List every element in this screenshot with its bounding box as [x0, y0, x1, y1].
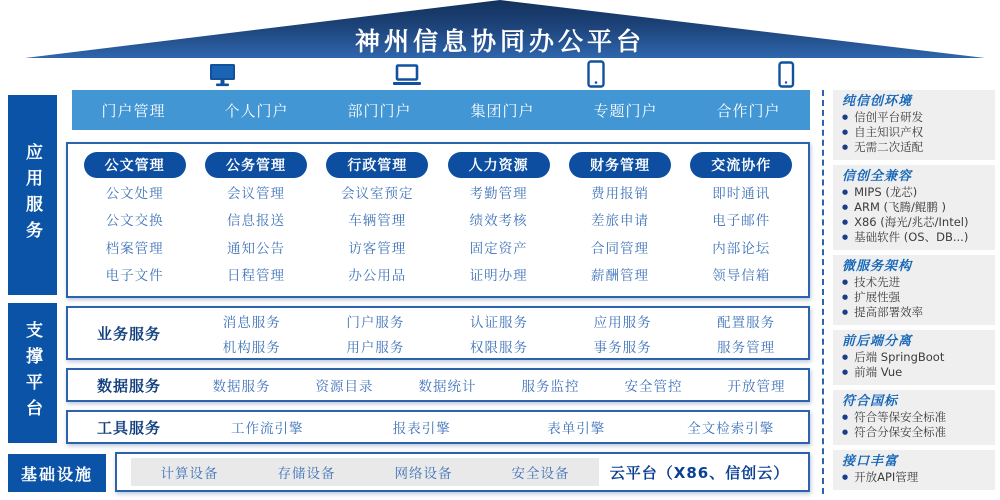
app-column-header: 公务管理 — [205, 152, 307, 178]
sidebar-bullet: ● 自主知识产权 — [842, 125, 986, 140]
app-service-item: 费用报销 — [590, 185, 649, 202]
app-service-item: 会议管理 — [226, 185, 285, 202]
rail-infrastructure: 基础设施 — [8, 454, 106, 492]
app-service-item: 日程管理 — [226, 268, 285, 285]
sidebar-section-api — [833, 450, 995, 490]
feature-sidebar — [833, 90, 995, 490]
infrastructure-device-item: 安全设备 — [511, 466, 570, 482]
business-service-item: 机构服务 — [222, 339, 281, 356]
app-service-item: 固定资产 — [469, 240, 528, 257]
data-service-item: 数据统计 — [418, 379, 477, 395]
app-service-item: 会议室预定 — [341, 185, 414, 202]
business-services-panel — [66, 306, 810, 360]
rail-application-services: 应用服务 — [8, 95, 57, 295]
app-service-item: 薪酬管理 — [590, 268, 649, 285]
app-service-item: 通知公告 — [226, 240, 285, 257]
sidebar-section-xinchuang-env — [833, 90, 995, 160]
business-service-item: 门户服务 — [346, 314, 405, 331]
sidebar-bullet: ● 无需二次适配 — [842, 140, 986, 155]
tool-services-row — [190, 412, 808, 442]
app-column-header: 公文管理 — [84, 152, 186, 178]
infrastructure-device-item: 存储设备 — [277, 466, 336, 482]
sidebar-bullet: ● 符合等保安全标准 — [842, 410, 986, 425]
cloud-platform-label: 云平台（X86、信创云） — [609, 463, 790, 482]
sidebar-bullet: ● 基础软件 (OS、DB...) — [842, 230, 986, 245]
sidebar-bullet: ● 开放API管理 — [842, 470, 986, 485]
app-service-item: 考勤管理 — [469, 185, 528, 202]
app-service-item: 合同管理 — [590, 240, 649, 257]
business-service-item: 服务管理 — [717, 339, 776, 356]
app-column-header: 交流协作 — [690, 152, 792, 178]
sidebar-bullet: ● 符合分保安全标准 — [842, 425, 986, 440]
phone-icon — [770, 61, 802, 89]
app-service-item: 证明办理 — [469, 268, 528, 285]
sidebar-bullet: ● ARM (飞腾/鲲鹏 ) — [842, 200, 986, 215]
sidebar-section-title: 符合国标 — [842, 394, 899, 409]
portal-bar — [72, 90, 810, 130]
page-title: 神州信息协同办公平台 — [354, 27, 645, 56]
data-service-item: 数据服务 — [212, 379, 271, 395]
business-service-item: 事务服务 — [593, 339, 652, 356]
rail-support-platform: 支撑平台 — [8, 303, 57, 443]
portal-item: 门户管理 — [101, 101, 166, 120]
app-service-item: 绩效考核 — [469, 213, 528, 230]
app-column-hr — [438, 152, 559, 288]
sidebar-bullet: ● 提高部署效率 — [842, 305, 986, 320]
data-service-item: 服务监控 — [521, 379, 580, 395]
infrastructure-device-item: 网络设备 — [394, 466, 453, 482]
app-column-admin — [317, 152, 438, 288]
business-services-row1 — [190, 308, 808, 333]
app-service-item: 档案管理 — [105, 240, 164, 257]
business-services-row2 — [190, 333, 808, 358]
app-service-item: 差旅申请 — [590, 213, 649, 230]
business-service-item: 用户服务 — [346, 339, 405, 356]
app-column-document — [74, 152, 195, 288]
application-services-panel — [66, 142, 810, 298]
business-service-item: 应用服务 — [593, 314, 652, 331]
app-service-item: 内部论坛 — [712, 240, 771, 257]
business-service-item: 消息服务 — [222, 314, 281, 331]
data-services-row — [190, 370, 808, 400]
app-service-item: 公文处理 — [105, 185, 164, 202]
sidebar-section-microservice — [833, 255, 995, 325]
tool-services-label: 工具服务 — [96, 418, 161, 437]
business-services-label: 业务服务 — [96, 324, 161, 343]
sidebar-section-title: 纯信创环境 — [842, 94, 913, 109]
tool-service-item: 报表引擎 — [392, 421, 451, 437]
data-service-item: 开放管理 — [727, 379, 786, 395]
tool-services-panel — [66, 410, 810, 444]
sidebar-bullet: ● 信创平台研发 — [842, 110, 986, 125]
app-service-item: 办公用品 — [348, 268, 407, 285]
sidebar-section-frontend-backend — [833, 330, 995, 385]
tool-service-item: 表单引擎 — [547, 421, 606, 437]
portal-item: 合作门户 — [716, 101, 781, 120]
data-services-panel — [66, 368, 810, 402]
sidebar-bullet: ● 前端 Vue — [842, 365, 986, 380]
laptop-icon — [391, 62, 423, 90]
data-service-item: 安全管控 — [624, 379, 683, 395]
data-service-item: 资源目录 — [315, 379, 374, 395]
sidebar-section-title: 前后端分离 — [842, 334, 913, 349]
portal-item: 部门门户 — [347, 101, 412, 120]
data-services-label: 数据服务 — [96, 376, 161, 395]
app-column-header: 行政管理 — [326, 152, 428, 178]
app-service-item: 即时通讯 — [712, 185, 771, 202]
sidebar-section-title: 接口丰富 — [842, 454, 899, 469]
portal-item: 个人门户 — [224, 101, 289, 120]
monitor-icon — [207, 61, 239, 89]
sidebar-bullet: ● MIPS (龙芯) — [842, 185, 986, 200]
app-column-official — [195, 152, 316, 288]
app-column-header: 人力资源 — [448, 152, 550, 178]
sidebar-bullet: ● 后端 SpringBoot — [842, 350, 986, 365]
sidebar-section-title: 微服务架构 — [842, 259, 913, 274]
infrastructure-panel — [115, 452, 810, 492]
business-service-item: 权限服务 — [469, 339, 528, 356]
sidebar-bullet: ● 扩展性强 — [842, 290, 986, 305]
portal-item: 集团门户 — [470, 101, 535, 120]
app-column-collab — [681, 152, 802, 288]
app-column-header: 财务管理 — [569, 152, 671, 178]
infrastructure-device-item: 计算设备 — [160, 466, 219, 482]
sidebar-section-standards — [833, 390, 995, 445]
app-service-item: 领导信箱 — [712, 268, 771, 285]
portal-item: 专题门户 — [593, 101, 658, 120]
app-service-item: 公文交换 — [105, 213, 164, 230]
app-service-item: 电子文件 — [105, 268, 164, 285]
app-column-finance — [559, 152, 680, 288]
tool-service-item: 全文检索引擎 — [687, 421, 775, 437]
business-service-item: 认证服务 — [469, 314, 528, 331]
vertical-dashed-divider — [822, 90, 824, 494]
sidebar-section-title: 信创全兼容 — [842, 169, 913, 184]
app-service-item: 信息报送 — [226, 213, 285, 230]
business-service-item: 配置服务 — [717, 314, 776, 331]
infrastructure-devices-strip — [131, 458, 599, 486]
tablet-icon — [580, 60, 612, 88]
sidebar-section-compatibility — [833, 165, 995, 250]
sidebar-bullet: ● X86 (海光/兆芯/Intel) — [842, 215, 986, 230]
app-service-item: 车辆管理 — [348, 213, 407, 230]
tool-service-item: 工作流引擎 — [231, 421, 304, 437]
sidebar-bullet: ● 技术先进 — [842, 275, 986, 290]
app-service-item: 访客管理 — [348, 240, 407, 257]
app-service-item: 电子邮件 — [712, 213, 771, 230]
